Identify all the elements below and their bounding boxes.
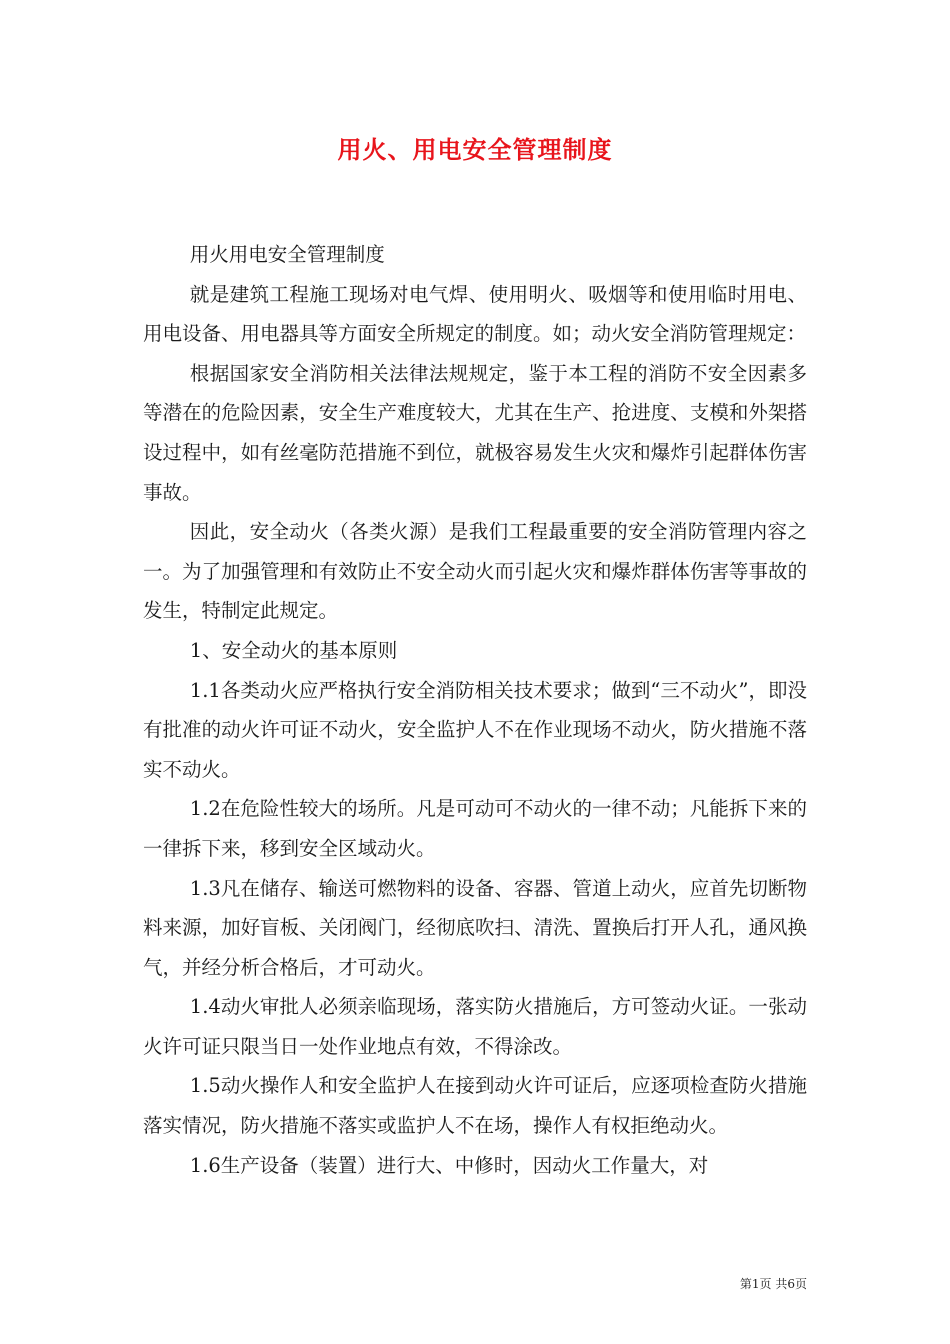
paragraph: 因此，安全动火（各类火源）是我们工程最重要的安全消防管理内容之一。为了加强管理和有效防止不安全动火而引起火灾和爆炸群体伤害等事故的发生，特制定此规定。 [143,520,807,623]
paragraph-heading: 用火用电安全管理制度 [189,243,385,266]
document-body [143,235,807,1185]
page-number-footer [740,1276,807,1292]
paragraph: 1.1各类动火应严格执行安全消防相关技术要求；做到“三不动火”，即没有批准的动火许可证不动火，安全监护人不在作业现场不动火，防火措施不落实不动火。 [143,678,807,781]
current-page-number: 1 [751,1277,760,1291]
section-heading: 1、安全动火的基本原则 [189,638,398,662]
paragraph: 1.6生产设备（装置）进行大、中修时，因动火工作量大，对 [189,1153,709,1177]
page-label-prefix: 第 [739,1277,752,1291]
paragraph: 就是建筑工程施工现场对电气焊、使用明火、吸烟等和使用临时用电、用电设备、用电器具等方面安全所规定的制度。如；动火安全消防管理规定： [143,282,807,346]
total-pages-number: 6 [787,1277,795,1291]
paragraph: 根据国家安全消防相关法律法规规定，鉴于本工程的消防不安全因素多等潜在的危险因素，安全生产难度较大，尤其在生产、抢进度、支模和外架搭设过程中，如有丝毫防范措施不到位，就极容易发生火灾和爆炸引起群体伤害事故。 [143,361,807,504]
paragraph: 1.5动火操作人和安全监护人在接到动火许可证后，应逐项检查防火措施落实情况，防火措施不落实或监护人不在场，操作人有权拒绝动火。 [143,1074,807,1138]
paragraph: 1.4动火审批人必须亲临现场，落实防火措施后，方可签动火证。一张动火许可证只限当日一处作业地点有效，不得涂改。 [143,995,807,1058]
paragraph: 1.2在危险性较大的场所。凡是可动可不动火的一律不动；凡能拆下来的一律拆下来，移到安全区域动火。 [143,797,807,860]
page-label-suffix: 页 [794,1277,807,1291]
page-label-middle: 页 共 [759,1277,788,1291]
document-title: 用火、用电安全管理制度 [337,135,613,164]
paragraph: 1.3凡在储存、输送可燃物料的设备、容器、管道上动火，应首先切断物料来源，加好盲板、关闭阀门，经彻底吹扫、清洗、置换后打开人孔，通风换气，并经分析合格后，才可动火。 [143,876,807,979]
